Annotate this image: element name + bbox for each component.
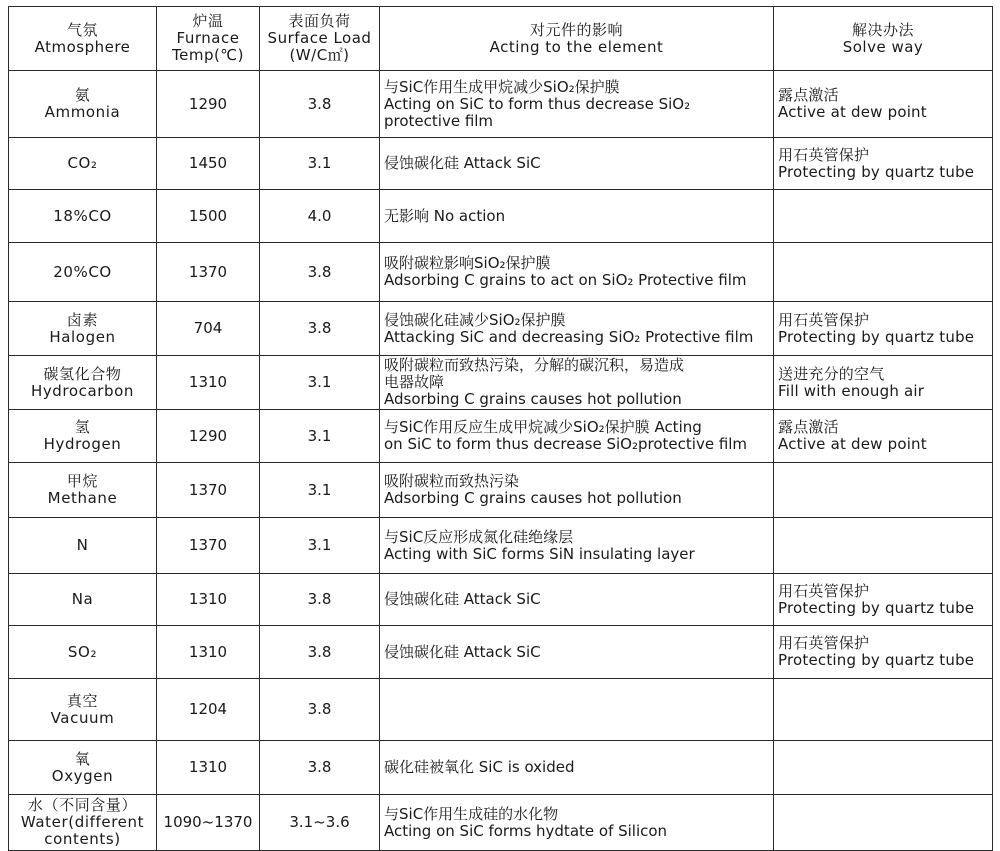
furnace-temp-cell: 1370 (157, 243, 260, 302)
header-furnace-temp (157, 7, 260, 71)
acting-text: 无影响 No action (384, 206, 506, 225)
solve-way-cell (774, 302, 993, 356)
atmosphere-cell (9, 302, 157, 356)
furnace-temp-cell: 1204 (157, 679, 260, 741)
furnace-temp-cell: 1310 (157, 626, 260, 679)
acting-cell (380, 410, 774, 463)
surface-load-cell: 3.1 (260, 518, 380, 574)
atmosphere-cell (9, 410, 157, 463)
atmosphere-name: 氢 (74, 418, 91, 436)
solve-way-text: 用石英管保护 (778, 581, 870, 600)
table-row (9, 71, 993, 138)
atmosphere-name: Hydrogen (43, 435, 122, 453)
acting-text: protective film (384, 111, 494, 130)
acting-text: 侵蚀碳化硅 Attack SiC (384, 642, 541, 661)
surface-load-cell: 3.1 (260, 138, 380, 190)
atmosphere-name: 真空 (66, 691, 99, 710)
header-temp-en-1: Furnace (176, 29, 240, 47)
table-row (9, 795, 993, 851)
atmosphere-effects-table (8, 6, 993, 851)
atmosphere-name: SO₂ (67, 642, 98, 661)
table-row (9, 356, 993, 410)
atmosphere-name: 碳氢化合物 (43, 364, 122, 383)
header-solve-way (774, 7, 993, 71)
furnace-temp-cell: 1290 (157, 410, 260, 463)
atmosphere-cell (9, 626, 157, 679)
furnace-temp-cell: 1310 (157, 356, 260, 410)
atmosphere-name: 卤素 (66, 310, 99, 329)
solve-way-cell (774, 741, 993, 795)
furnace-temp-cell: 1500 (157, 190, 260, 243)
header-atmosphere-en: Atmosphere (34, 37, 131, 56)
atmosphere-cell (9, 463, 157, 518)
furnace-temp-cell: 704 (157, 302, 260, 356)
atmosphere-cell (9, 243, 157, 302)
solve-way-text: 露点激活 (778, 418, 839, 436)
solve-way-cell (774, 463, 993, 518)
table-row (9, 741, 993, 795)
solve-way-text: 用石英管保护 (778, 634, 870, 652)
acting-cell (380, 302, 774, 356)
solve-way-cell (774, 795, 993, 851)
solve-way-cell (774, 71, 993, 138)
furnace-temp-cell: 1370 (157, 463, 260, 518)
atmosphere-name: 甲烷 (66, 472, 99, 490)
atmosphere-name: Vacuum (50, 708, 115, 727)
acting-cell (380, 574, 774, 626)
atmosphere-name: Methane (47, 489, 118, 507)
acting-text: Acting on SiC forms hydtate of Silicon (384, 821, 668, 840)
atmosphere-name: N (76, 536, 89, 554)
solve-way-text: Protecting by quartz tube (778, 327, 975, 346)
acting-text: 电器故障 (384, 373, 445, 391)
atmosphere-cell (9, 741, 157, 795)
acting-text: Adsorbing C grains causes hot pollution (384, 390, 682, 408)
header-acting-cn: 对元件的影响 (529, 20, 623, 39)
solve-way-cell (774, 190, 993, 243)
acting-text: 侵蚀碳化硅减少SiO₂保护膜 (384, 310, 566, 329)
table-row (9, 243, 993, 302)
acting-text: 吸附碳粒而致热污染，分解的碳沉积，易造成 (384, 356, 685, 374)
acting-text: 碳化硅被氧化 SiC is oxided (384, 758, 575, 776)
furnace-temp-cell: 1370 (157, 518, 260, 574)
header-load-en: Surface Load (267, 29, 372, 47)
solve-way-cell (774, 243, 993, 302)
header-load-unit: (W/C㎡) (289, 46, 350, 64)
header-temp-en-2: Temp(℃) (171, 46, 245, 64)
solve-way-cell (774, 138, 993, 190)
solve-way-cell (774, 518, 993, 574)
atmosphere-cell (9, 71, 157, 138)
table-body (9, 71, 993, 851)
atmosphere-name: Hydrocarbon (30, 381, 135, 400)
acting-text: 与SiC作用生成甲烷减少SiO₂保护膜 (384, 77, 620, 96)
header-atmosphere (9, 7, 157, 71)
table-row (9, 679, 993, 741)
acting-text: 侵蚀碳化硅 Attack SiC (384, 154, 541, 172)
surface-load-cell: 3.1 (260, 356, 380, 410)
header-load-cn: 表面负荷 (288, 12, 351, 30)
acting-cell (380, 243, 774, 302)
solve-way-text: 用石英管保护 (778, 145, 870, 164)
solve-way-cell (774, 626, 993, 679)
table-row (9, 626, 993, 679)
atmosphere-cell (9, 356, 157, 410)
atmosphere-cell (9, 518, 157, 574)
atmosphere-name: 水（不同含量） (27, 796, 138, 814)
atmosphere-name: Water(different (20, 813, 145, 831)
acting-text: 与SiC作用生成硅的水化物 (384, 804, 559, 823)
surface-load-cell: 3.1~3.6 (260, 795, 380, 851)
atmosphere-cell (9, 795, 157, 851)
atmosphere-cell (9, 679, 157, 741)
acting-text: Adsorbing C grains causes hot pollution (384, 489, 682, 507)
surface-load-cell: 3.8 (260, 741, 380, 795)
acting-text: 与SiC反应形成氮化硅绝缘层 (384, 527, 574, 546)
furnace-temp-cell: 1290 (157, 71, 260, 138)
atmosphere-cell (9, 574, 157, 626)
acting-cell (380, 138, 774, 190)
acting-text: 与SiC作用反应生成甲烷减少SiO₂保护膜 Acting (384, 418, 702, 436)
acting-text: Acting on SiC to form thus decrease SiO₂ (384, 94, 691, 113)
atmosphere-name: Oxygen (51, 766, 114, 785)
furnace-temp-cell: 1310 (157, 574, 260, 626)
surface-load-cell: 3.8 (260, 574, 380, 626)
acting-cell (380, 626, 774, 679)
solve-way-cell (774, 356, 993, 410)
surface-load-cell: 3.1 (260, 410, 380, 463)
atmosphere-name: contents) (44, 830, 121, 848)
table-row (9, 518, 993, 574)
acting-text: 侵蚀碳化硅 Attack SiC (384, 590, 541, 608)
acting-text: Acting with SiC forms SiN insulating layer (384, 544, 695, 563)
atmosphere-name: 氨 (74, 86, 91, 104)
table-row (9, 574, 993, 626)
solve-way-text: Protecting by quartz tube (778, 598, 975, 617)
solve-way-cell (774, 679, 993, 741)
header-surface-load (260, 7, 380, 71)
atmosphere-name: 20%CO (53, 262, 112, 281)
acting-text: 吸附碳粒影响SiO₂保护膜 (384, 254, 551, 272)
acting-cell (380, 795, 774, 851)
acting-cell (380, 741, 774, 795)
solve-way-text: 露点激活 (778, 86, 839, 104)
furnace-temp-cell: 1090~1370 (157, 795, 260, 851)
surface-load-cell: 3.8 (260, 626, 380, 679)
furnace-temp-cell: 1310 (157, 741, 260, 795)
solve-way-text: Protecting by quartz tube (778, 162, 975, 181)
table-row (9, 138, 993, 190)
atmosphere-name: Ammonia (44, 103, 121, 121)
furnace-temp-cell: 1450 (157, 138, 260, 190)
atmosphere-cell (9, 138, 157, 190)
solve-way-text: Active at dew point (778, 435, 927, 453)
solve-way-text: 送进充分的空气 (778, 364, 885, 383)
surface-load-cell: 3.8 (260, 302, 380, 356)
solve-way-text: Protecting by quartz tube (778, 651, 975, 669)
atmosphere-name: Na (71, 590, 94, 608)
header-acting (380, 7, 774, 71)
table-row (9, 302, 993, 356)
acting-text: on SiC to form thus decrease SiO₂protective film (384, 435, 748, 453)
surface-load-cell: 3.8 (260, 243, 380, 302)
acting-cell (380, 518, 774, 574)
header-acting-en: Acting to the element (489, 37, 664, 56)
header-row (9, 7, 993, 71)
surface-load-cell: 3.8 (260, 679, 380, 741)
acting-cell (380, 356, 774, 410)
atmosphere-cell (9, 190, 157, 243)
atmosphere-name: CO₂ (67, 154, 98, 172)
solve-way-text: 用石英管保护 (778, 310, 870, 329)
header-atmosphere-cn: 气氛 (66, 20, 98, 39)
acting-text: Attacking SiC and decreasing SiO₂ Protective film (384, 327, 754, 346)
atmosphere-name: 氧 (74, 749, 91, 768)
table-row (9, 410, 993, 463)
surface-load-cell: 3.1 (260, 463, 380, 518)
solve-way-cell (774, 574, 993, 626)
acting-cell (380, 679, 774, 741)
atmosphere-name: 18%CO (53, 206, 112, 225)
header-solve-cn: 解决办法 (851, 20, 914, 39)
acting-cell (380, 463, 774, 518)
surface-load-cell: 4.0 (260, 190, 380, 243)
solve-way-text: Fill with enough air (778, 381, 925, 400)
atmosphere-name: Halogen (49, 327, 116, 346)
header-solve-en: Solve way (842, 37, 924, 56)
table-row (9, 463, 993, 518)
acting-text: 吸附碳粒而致热污染 (384, 472, 520, 490)
solve-way-cell (774, 410, 993, 463)
acting-cell (380, 71, 774, 138)
acting-text: Adsorbing C grains to act on SiO₂ Protective film (384, 271, 747, 289)
table-row (9, 190, 993, 243)
acting-cell (380, 190, 774, 243)
surface-load-cell: 3.8 (260, 71, 380, 138)
solve-way-text: Active at dew point (778, 103, 927, 121)
header-temp-cn: 炉温 (192, 12, 224, 30)
